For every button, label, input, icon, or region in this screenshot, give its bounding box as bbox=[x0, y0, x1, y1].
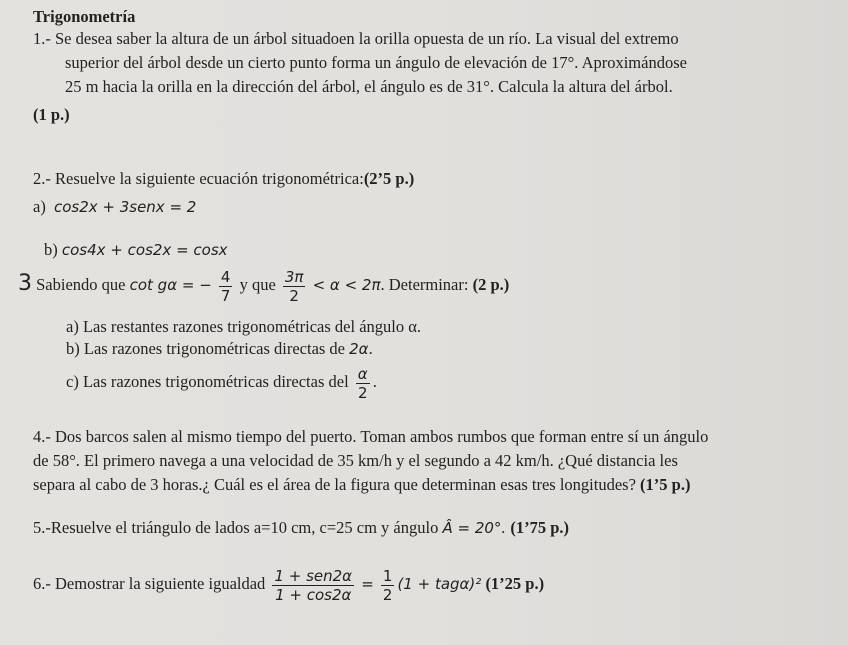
q2-b-label: b) bbox=[44, 240, 58, 259]
q1-line2: superior del árbol desde un cierto punto forma un ángulo de elevación de 17°. Aproximándose bbox=[65, 53, 687, 72]
q2-intro bbox=[33, 168, 414, 190]
q4-line2: de 58°. El primero navega a una velocidad de 35 km/h y el segundo a 42 km/h. ¿Qué distancia les bbox=[33, 451, 678, 470]
q6-points: (1’25 p.) bbox=[485, 574, 545, 593]
q3-c-end: . bbox=[372, 372, 377, 391]
q3-frac1-den: 7 bbox=[220, 286, 231, 305]
q3-b-text: b) Las razones trigonométricas directas de bbox=[66, 339, 346, 358]
q3-frac2-num: 3π bbox=[284, 267, 304, 286]
q5-text: 5.-Resuelve el triángulo de lados a=10 cm, c=25 cm y ángulo bbox=[33, 518, 439, 537]
q3-number: 3 bbox=[18, 271, 32, 296]
q4-points: (1’5 p.) bbox=[640, 475, 691, 494]
q2-b-equation: cos4x + cos2x = cosx bbox=[61, 241, 228, 259]
q2-intro-text: 2.- Resuelve la siguiente ecuación trigonométrica: bbox=[33, 169, 364, 188]
q6-text: 6.- Demostrar la siguiente igualdad bbox=[33, 574, 266, 593]
q3-determine: . Determinar: bbox=[380, 275, 469, 294]
q1-line1: 1.- Se desea saber la altura de un árbol situadoen la orilla opuesta de un río. La visual del extremo bbox=[33, 29, 679, 48]
q2-points: (2’5 p.) bbox=[363, 169, 415, 188]
q3-frac2-den: 2 bbox=[283, 286, 306, 305]
q2-a-equation: cos2x + 3senx = 2 bbox=[53, 198, 197, 216]
q4-line3-text: separa al cabo de 3 horas.¿ Cuál es el área de la figura que determinan esas tres longitudes? bbox=[33, 475, 636, 494]
q3-part-a: a) Las restantes razones trigonométricas del ángulo α. bbox=[66, 317, 422, 336]
q4-line1: 4.- Dos barcos salen al mismo tiempo del puerto. Toman ambos rumbos que forman entre sí un ángulo bbox=[33, 427, 709, 446]
q3-c-num: α bbox=[357, 364, 368, 383]
q3-part-c bbox=[66, 362, 377, 402]
q2-part-b bbox=[44, 239, 228, 261]
q6-half-num: 1 bbox=[382, 566, 393, 585]
q2-part-a bbox=[33, 196, 196, 218]
q5-angle: Â = 20°. bbox=[442, 519, 507, 537]
page-title: Trigonometría bbox=[33, 7, 136, 26]
q3-inequality: < α < 2π bbox=[312, 276, 381, 294]
q3-b-math: 2α bbox=[349, 340, 369, 358]
q3-fraction-alpha-2 bbox=[356, 365, 370, 402]
q3-points: (2 p.) bbox=[472, 275, 510, 294]
q3-fraction-3pi-2 bbox=[283, 268, 306, 305]
q5-points: (1’75 p.) bbox=[510, 518, 569, 537]
q3-lead: Sabiendo que bbox=[36, 275, 126, 294]
q3-statement bbox=[18, 264, 509, 305]
q6-statement bbox=[33, 562, 544, 606]
q1-line3: 25 m hacia la orilla en la dirección del árbol, el ángulo es de 31°. Calcula la altura del árbol. bbox=[65, 77, 673, 96]
q3-frac1-num: 4 bbox=[220, 267, 231, 286]
q1-points: (1 p.) bbox=[33, 105, 70, 124]
q4-line3 bbox=[33, 474, 690, 496]
q6-den: 1 + cos2α bbox=[272, 585, 354, 604]
q6-fraction-half bbox=[381, 567, 395, 604]
q3-c-den: 2 bbox=[356, 383, 370, 402]
q6-rhs: (1 + tagα)² bbox=[397, 575, 482, 593]
q3-b-end: . bbox=[368, 339, 373, 358]
q3-cot: cot gα = − bbox=[129, 276, 212, 294]
q3-part-b bbox=[66, 338, 373, 360]
q6-num: 1 + sen2α bbox=[274, 566, 353, 585]
q3-and: y que bbox=[239, 275, 276, 294]
q5-statement bbox=[33, 517, 569, 539]
q6-fraction-lhs bbox=[272, 567, 354, 604]
q3-fraction-4-7 bbox=[219, 268, 233, 305]
q6-half-den: 2 bbox=[382, 585, 393, 604]
q3-c-text: c) Las razones trigonométricas directas del bbox=[66, 372, 349, 391]
q6-equals: = bbox=[361, 575, 374, 593]
q2-a-label: a) bbox=[33, 197, 46, 216]
